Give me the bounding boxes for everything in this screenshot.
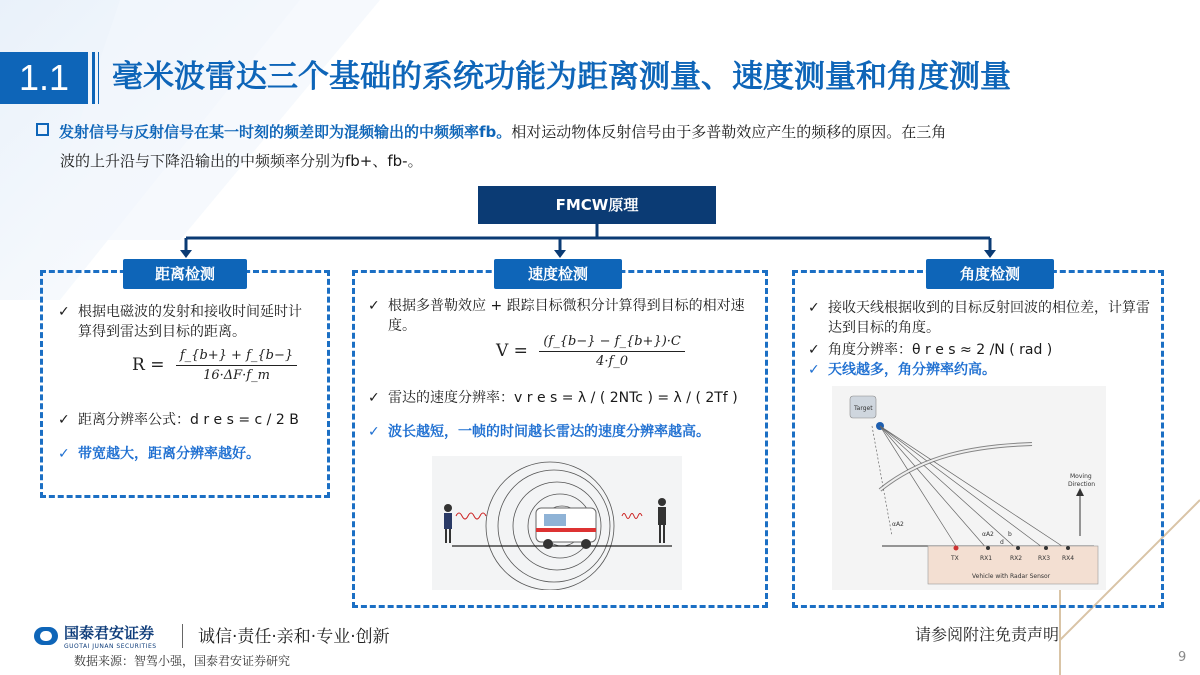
company-logo-icon [34, 627, 58, 645]
checkmark-icon: ✓ [808, 300, 820, 316]
page-title: 毫米波雷达三个基础的系统功能为距离测量、速度测量和角度测量 [112, 59, 1011, 95]
svg-text:d: d [1000, 539, 1004, 546]
checkmark-icon: ✓ [58, 412, 70, 428]
intro-text: 相对运动物体反射信号由于多普勒效应产生的频移的原因。在三角 [511, 123, 947, 141]
svg-text:RX2: RX2 [1010, 555, 1023, 562]
speed-formula: V = $\frac{(f\_\{b-\} - f\_\{b+\})\cdot C}{4\cdot f\_0}$ [496, 334, 685, 369]
distance-item-1: ✓ 根据电磁波的发射和接收时间延时计算得到雷达到目标的距离。 [58, 304, 302, 340]
svg-text:Moving: Moving [1070, 473, 1092, 480]
svg-text:TX: TX [951, 555, 959, 562]
svg-text:αA2: αA2 [982, 531, 994, 538]
svg-text:Target: Target [854, 405, 873, 412]
svg-text:RX3: RX3 [1038, 555, 1051, 562]
footer-divider [182, 624, 183, 648]
company-logo [34, 622, 157, 650]
svg-text:Direction: Direction [1068, 481, 1096, 488]
angle-item-2: ✓ 角度分辨率：θ r e s ≈ 2 /N ( rad ) [808, 342, 1053, 358]
checkmark-icon: ✓ [808, 342, 820, 358]
speed-tag: 速度检测 [494, 259, 622, 289]
section-number: 1.1 [0, 52, 88, 104]
distance-item-3: ✓ 带宽越大，距离分辨率越好。 [58, 446, 260, 462]
speed-item-2: ✓ 雷达的速度分辨率：v r e s = λ / ( 2NTc ) = λ / ( 2Tf ) [368, 390, 738, 406]
doppler-illustration [432, 456, 682, 590]
angle-tag: 角度检测 [926, 259, 1054, 289]
angle-diagram [832, 386, 1106, 590]
disclaimer-note: 请参阅附注免责声明 [915, 625, 1060, 644]
speed-item-3: ✓ 波长越短，一帧的时间越长雷达的速度分辨率越高。 [368, 424, 710, 440]
title-divider-thin [98, 52, 99, 104]
distance-formula: R = $\frac{f\_\{b+\} + f\_\{b-\}}{16\cdot\Delta F\cdot f\_m}$ [132, 348, 297, 383]
checkmark-icon: ✓ [368, 298, 380, 314]
intro-paragraph [36, 118, 1146, 176]
company-name-en: GUOTAI JUNAN SECURITIES [64, 643, 157, 650]
speed-item-1: ✓ 根据多普勒效应 + 跟踪目标微积分计算得到目标的相对速度。 [368, 298, 745, 334]
checkmark-icon: ✓ [58, 446, 70, 462]
intro-text-line2: 波的上升沿与下降沿输出的中频频率分别为fb+、fb-。 [60, 152, 423, 170]
svg-text:RX4: RX4 [1062, 555, 1075, 562]
svg-text:b: b [1008, 531, 1012, 538]
title-divider [92, 52, 95, 104]
angle-item-1: ✓ 接收天线根据收到的目标反射回波的相位差，计算雷达到目标的角度。 [808, 300, 1150, 336]
checkmark-icon: ✓ [368, 390, 380, 406]
checkmark-icon: ✓ [58, 304, 70, 320]
page-number: 9 [1178, 650, 1187, 665]
distance-tag: 距离检测 [123, 259, 247, 289]
angle-item-3: ✓ 天线越多，角分辨率约高。 [808, 362, 996, 378]
root-node: FMCW原理 [478, 186, 716, 224]
svg-text:αA2: αA2 [892, 521, 904, 528]
svg-text:RX1: RX1 [980, 555, 993, 562]
intro-highlight: 发射信号与反射信号在某一时刻的频差即为混频输出的中频频率fb。 [59, 123, 512, 141]
data-source: 数据来源：智驾小强，国泰君安证券研究 [74, 654, 291, 668]
square-bullet-icon [36, 123, 49, 136]
checkmark-icon: ✓ [808, 362, 820, 378]
company-name: 国泰君安证券 [64, 624, 155, 642]
svg-text:Vehicle with Radar Sensor: Vehicle with Radar Sensor [972, 573, 1051, 580]
distance-item-2: ✓ 距离分辨率公式：d r e s = c / 2 B [58, 412, 299, 428]
company-slogan: 诚信·责任·亲和·专业·创新 [198, 627, 390, 647]
checkmark-icon: ✓ [368, 424, 380, 440]
